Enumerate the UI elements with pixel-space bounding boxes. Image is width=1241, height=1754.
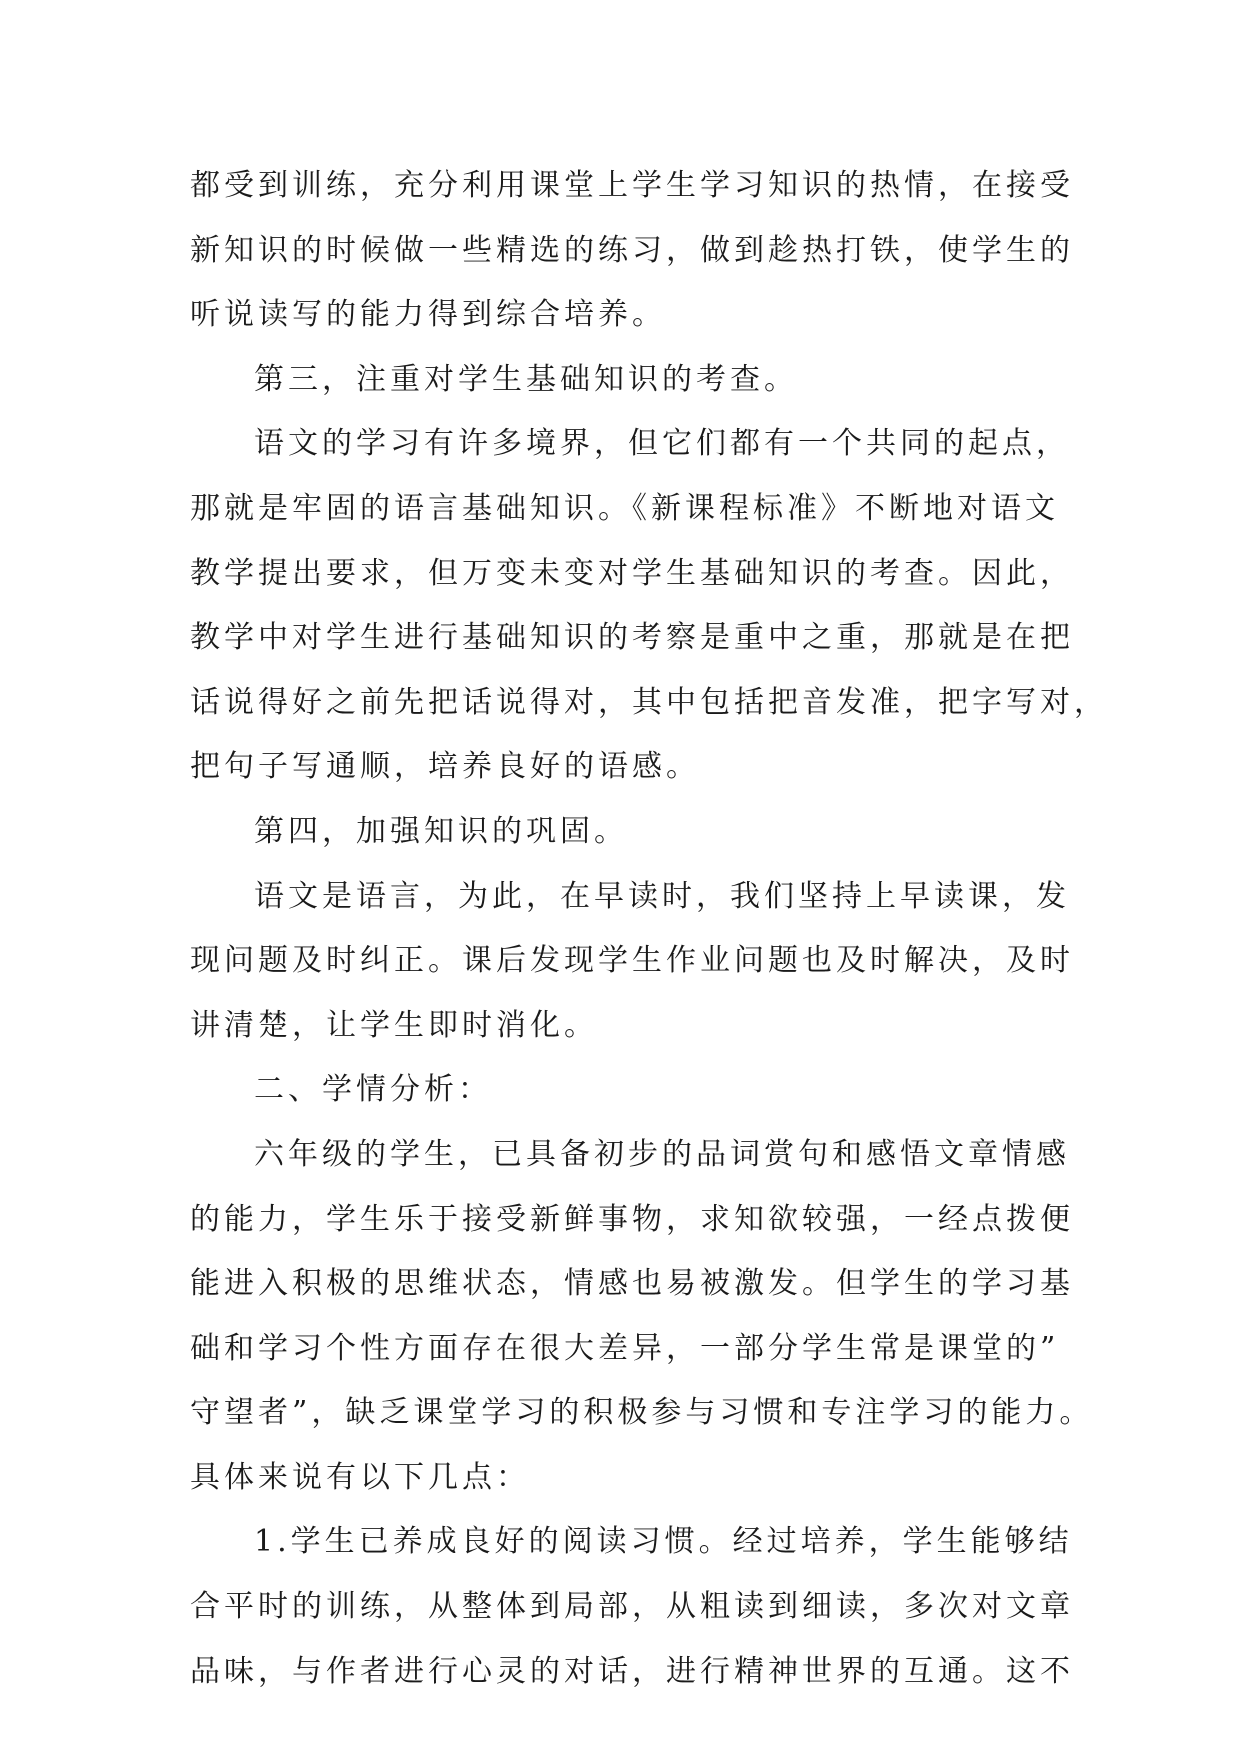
text-line: 的能力，学生乐于接受新鲜事物，求知欲较强，一经点拨便 [190, 1201, 1074, 1237]
text-line: 把句子写通顺，培养良好的语感。 [190, 749, 700, 785]
text-line: 教学中对学生进行基础知识的考察是重中之重，那就是在把 [190, 620, 1074, 656]
text-line: 那就是牢固的语言基础知识。《新课程标准》不断地对语文 [190, 490, 1059, 526]
text-line: 都受到训练，充分利用课堂上学生学习知识的热情，在接受 [190, 168, 1074, 203]
document-body [190, 154, 1108, 1704]
text-line: 具体来说有以下几点： [190, 1459, 530, 1495]
text-line: 现问题及时纠正。课后发现学生作业问题也及时解决，及时 [190, 943, 1074, 979]
text-line: 品味，与作者进行心灵的对话，进行精神世界的互通。这不 [190, 1653, 1074, 1689]
text-line: 础和学习个性方面存在很大差异，一部分学生常是课堂的” [190, 1330, 1060, 1366]
text-line: 语文是语言，为此，在早读时，我们坚持上早读课，发 [254, 878, 1070, 914]
text-line: 二、学情分析： [254, 1072, 492, 1108]
text-line: 语文的学习有许多境界，但它们都有一个共同的起点， [254, 426, 1070, 462]
text-line: 六年级的学生，已具备初步的品词赏句和感悟文章情感 [254, 1136, 1070, 1172]
text-line: 教学提出要求，但万变未变对学生基础知识的考查。因此， [190, 555, 1074, 591]
text-line: 话说得好之前先把话说得对，其中包括把音发准，把字写对， [190, 684, 1108, 720]
text-line: 讲清楚，让学生即时消化。 [190, 1007, 598, 1043]
text-line: 守望者”，缺乏课堂学习的积极参与习惯和专注学习的能力。 [190, 1395, 1094, 1431]
text-line: 听说读写的能力得到综合培养。 [190, 297, 666, 333]
text-line: 第三，注重对学生基础知识的考查。 [254, 361, 798, 397]
text-line: 合平时的训练，从整体到局部，从粗读到细读，多次对文章 [190, 1589, 1074, 1625]
text-line: 第四，加强知识的巩固。 [254, 813, 628, 849]
text-line: 1.学生已养成良好的阅读习惯。经过培养，学生能够结 [254, 1524, 1073, 1560]
text-line: 新知识的时候做一些精选的练习，做到趁热打铁，使学生的 [190, 232, 1074, 268]
text-line: 能进入积极的思维状态，情感也易被激发。但学生的学习基 [190, 1266, 1074, 1302]
